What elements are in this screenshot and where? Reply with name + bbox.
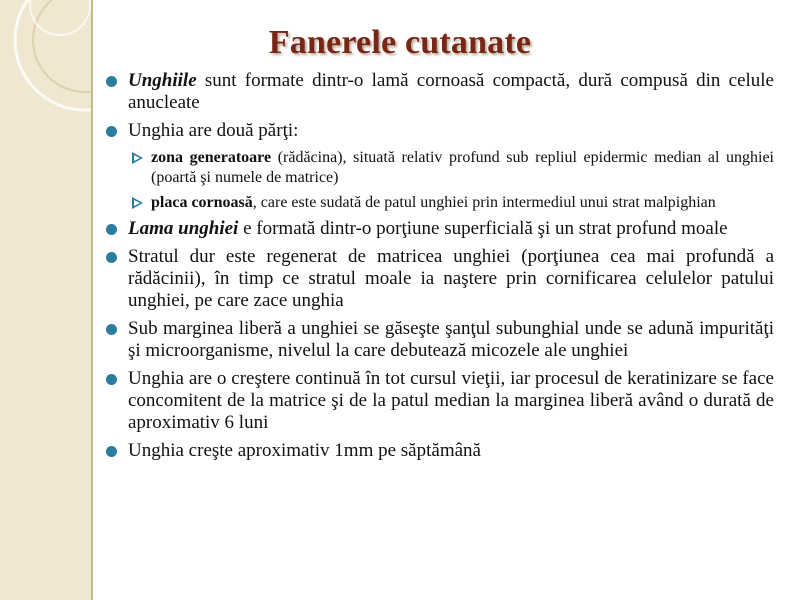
bullet-lead: placa cornoasă [151,194,253,211]
bullet-lead: Lama unghiei [128,218,239,239]
sub-bullet-item [106,193,774,213]
bullet-item [106,318,774,362]
bullet-dot-icon [106,252,117,263]
bullet-item [106,368,774,434]
bullet-item [106,70,774,114]
bullet-dot-icon [106,76,117,87]
decorative-arcs [0,0,92,600]
slide-content [106,70,774,468]
bullet-lead: zona generatoare [151,149,272,166]
bullet-dot-icon [106,324,117,335]
sub-bullet-item [106,148,774,188]
bullet-text: Unghia creşte aproximativ 1mm pe săptămână [128,440,481,461]
arrow-bullet-icon [132,197,143,209]
bullet-dot-icon [106,224,117,235]
bullet-text: (rădăcina), situată relativ profund sub repliul epidermic median al unghiei (poartă şi numele de matrice) [151,149,775,186]
slide-title: Fanerele cutanate [268,24,532,61]
bullet-item [106,218,774,240]
bullet-item [106,120,774,142]
bullet-text: Stratul dur este regenerat de matricea unghiei (porţiunea cea mai profundă a rădăcinii), în timp ce stratul moale ia naştere prin cornificarea celulelor patului unghiei, pe care zace unghia [128,246,774,311]
band-divider [91,0,93,600]
bullet-dot-icon [106,374,117,385]
bullet-item [106,246,774,312]
bullet-item [106,440,774,462]
decorative-side-band [0,0,92,600]
bullet-lead: Unghiile [128,70,197,91]
bullet-text: Unghia are o creştere continuă în tot cursul vieţii, iar procesul de keratinizare se face concomitent de la matrice şi de la patul median la marginea liberă având o durată de aproximativ 6 luni [128,368,774,433]
bullet-text: Sub marginea liberă a unghiei se găseşte şanţul subunghial unde se adună impurităţi şi microorganisme, nivelul la care debutează micozele ale unghiei [128,318,774,361]
bullet-dot-icon [106,126,117,137]
arrow-bullet-icon [132,152,143,164]
bullet-text: Unghia are două părţi: [128,120,299,141]
bullet-text: , care este sudată de patul unghiei prin intermediul unui strat malpighian [252,194,716,211]
bullet-dot-icon [106,446,117,457]
bullet-text: sunt formate dintr-o lamă cornoasă compactă, dură compusă din celule anucleate [128,70,774,113]
bullet-text: e formată dintr-o porţiune superficială şi un strat profund moale [238,218,728,239]
